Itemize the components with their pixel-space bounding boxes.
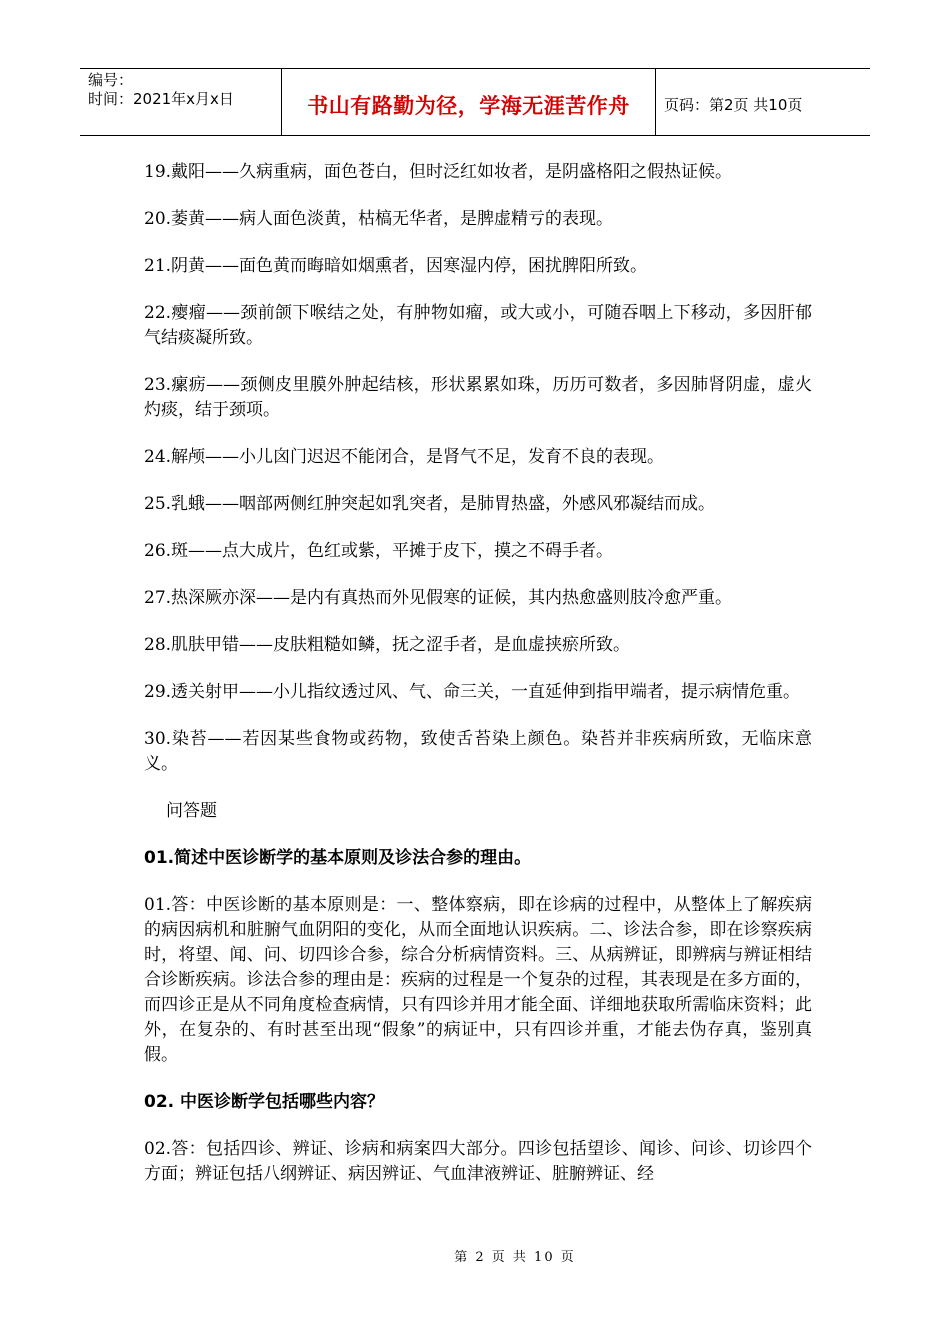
question-01: 01.简述中医诊断学的基本原则及诊法合参的理由。 [144,848,532,868]
term-23: 23.瘰疬——颈侧皮里膜外肿起结核，形状累累如珠，历历可数者，多因肺肾阴虚，虚火灼痰，结于颈项。 [144,375,812,420]
header-meta [80,69,282,135]
term-19: 19.戴阳——久病重病，面色苍白，但时泛红如妆者，是阴盛格阳之假热证候。 [144,162,733,182]
page-header [80,68,870,136]
term-26: 26.斑——点大成片，色红或紫，平摊于皮下，摸之不碍手者。 [144,541,614,561]
document-time: 时间：2021年x月x日 [88,90,234,108]
term-21: 21.阴黄——面色黄而晦暗如烟熏者，因寒湿内停，困扰脾阳所致。 [144,256,648,276]
term-29: 29.透关射甲——小儿指纹透过风、气、命三关，一直延伸到指甲端者，提示病情危重。 [144,682,801,702]
header-motto-cell [282,69,656,135]
term-30: 30.染苔——若因某些食物或药物，致使舌苔染上颜色。染苔并非疾病所致，无临床意义。 [144,729,812,774]
header-page-info: 页码：第2页 共10页 [664,95,803,114]
term-25: 25.乳蛾——咽部两侧红肿突起如乳突者，是肺胃热盛，外感风邪凝结而成。 [144,494,716,514]
term-28: 28.肌肤甲错——皮肤粗糙如鳞，抚之涩手者，是血虚挟瘀所致。 [144,635,631,655]
document-body [144,160,812,1209]
answer-02: 02.答：包括四诊、辨证、诊病和病案四大部分。四诊包括望诊、闻诊、问诊、切诊四个方面；辨证包括八纲辨证、病因辨证、气血津液辨证、脏腑辨证、经 [144,1139,812,1184]
term-20: 20.萎黄——病人面色淡黄，枯槁无华者，是脾虚精亏的表现。 [144,209,614,229]
section-heading: 问答题 [166,801,217,821]
question-02: 02. 中医诊断学包括哪些内容？ [144,1092,385,1112]
term-22: 22.瘿瘤——颈前颌下喉结之处，有肿物如瘤，或大或小，可随吞咽上下移动，多因肝郁气结痰凝所致。 [144,303,812,348]
header-motto: 书山有路勤为径，学海无涯苦作舟 [307,94,630,118]
term-24: 24.解颅——小儿囟门迟迟不能闭合，是肾气不足，发育不良的表现。 [144,447,665,467]
page-footer: 第 2 页 共 10 页 [454,1250,576,1265]
document-number: 编号： [88,71,134,89]
answer-01: 01.答：中医诊断的基本原则是：一、整体察病，即在诊病的过程中，从整体上了解疾病的病因病机和脏腑气血阴阳的变化，从而全面地认识疾病。二、诊法合参，即在诊察疾病时，将望、闻、问、切四诊合参，综合分析病情资料。三、从病辨证，即辨病与辨证相结合诊断疾病。诊法合参的理由是：疾病的过程是一个复杂的过程，其表现是在多方面的，而四诊正是从不同角度检查病情，只有四诊并用才能全面、详细地获取所需临床资料；此外，在复杂的、有时甚至出现“假象”的病证中，只有四诊并重，才能去伪存真，鉴别真假。 [144,895,812,1065]
term-27: 27.热深厥亦深——是内有真热而外见假寒的证候，其内热愈盛则肢冷愈严重。 [144,588,733,608]
